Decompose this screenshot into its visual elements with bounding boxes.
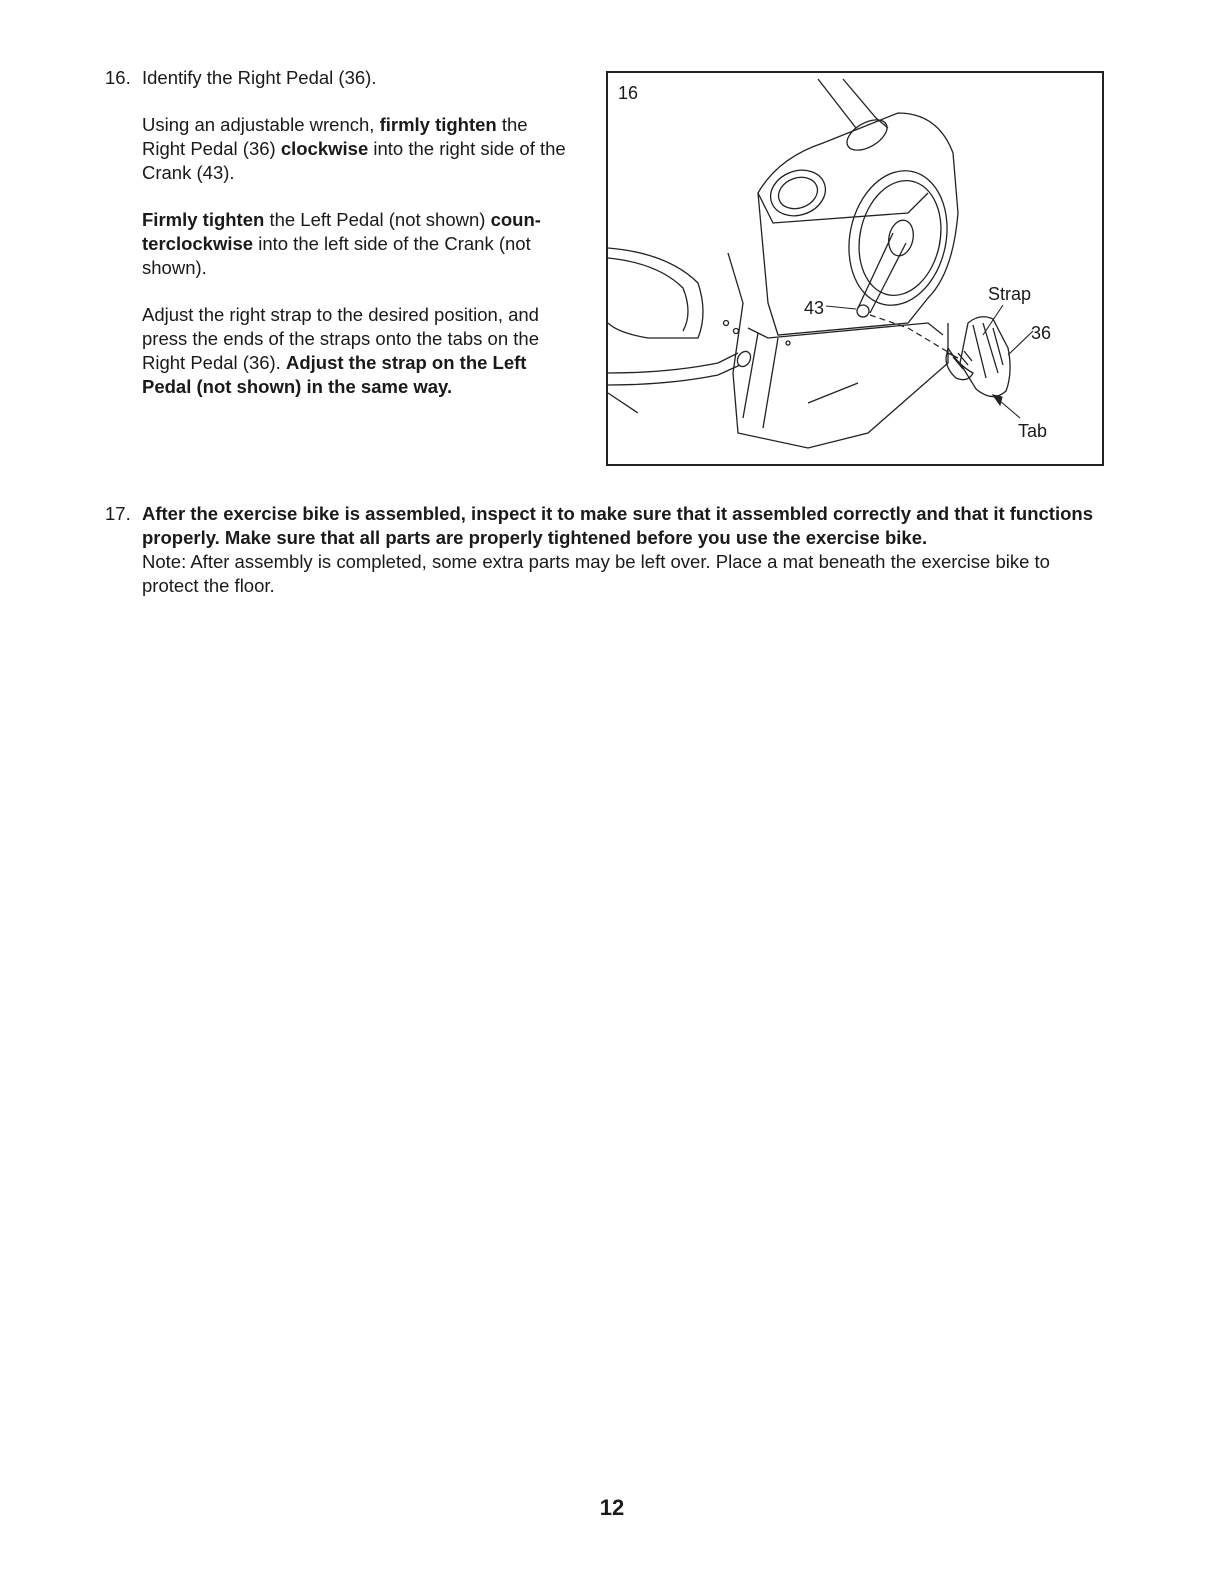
step-16-p4-b: Adjust the strap on the Left Pedal (not shown) in the same way. bbox=[142, 352, 527, 397]
page-number: 12 bbox=[599, 1495, 625, 1520]
step-16-para-3 bbox=[142, 208, 575, 280]
step-17-body bbox=[142, 502, 1105, 598]
step-16-p2-a: Using an adjustable wrench, bbox=[142, 114, 380, 135]
step-16-p3-a: Firmly tighten bbox=[142, 209, 265, 230]
step-16 bbox=[105, 66, 575, 422]
step-16-p3-c: coun-terclockwise bbox=[142, 209, 541, 254]
step-16-p2-b: firmly tighten bbox=[379, 114, 497, 135]
step-17-number: 17. bbox=[105, 503, 131, 524]
label-strap: Strap bbox=[988, 284, 1032, 304]
step-17-note: Note: After assembly is completed, some extra parts may be left over. Place a mat beneath the exercise bike to protect the floor. bbox=[142, 551, 1050, 596]
step-16-number: 16. bbox=[105, 67, 131, 88]
step-16-p3-b: the Left Pedal (not shown) bbox=[264, 209, 491, 230]
step-16-p3-d: into the left side of the Crank (not shown). bbox=[142, 233, 531, 278]
step-16-body bbox=[142, 66, 575, 399]
step-16-p4-a: Adjust the right strap to the desired position, and press the ends of the straps onto the tabs on the Right Pedal (36). bbox=[142, 304, 539, 373]
label-36: 36 bbox=[1031, 323, 1052, 343]
figure-16 bbox=[606, 71, 1104, 466]
step-16-para-4 bbox=[142, 303, 575, 399]
step-16-p2-d: clockwise bbox=[280, 138, 369, 159]
step-16-para-1: Identify the Right Pedal (36). bbox=[142, 67, 377, 88]
label-43: 43 bbox=[804, 298, 825, 318]
step-17-bold-text: After the exercise bike is assembled, inspect it to make sure that it assembled correctly and that it functions properly. Make sure that all parts are properly tightened before you use the exercise bike. bbox=[142, 503, 1093, 548]
step-16-p2-e: into the right side of the Crank (43). bbox=[142, 138, 566, 183]
step-17 bbox=[105, 502, 1105, 598]
label-tab: Tab bbox=[1018, 421, 1048, 441]
step-17-bold bbox=[142, 502, 1105, 550]
step-16-para-2 bbox=[142, 113, 575, 185]
figure-step-number: 16 bbox=[618, 83, 639, 103]
step-16-p2-c: the Right Pedal (36) bbox=[142, 114, 528, 159]
exercise-bike-illustration bbox=[608, 73, 1102, 464]
